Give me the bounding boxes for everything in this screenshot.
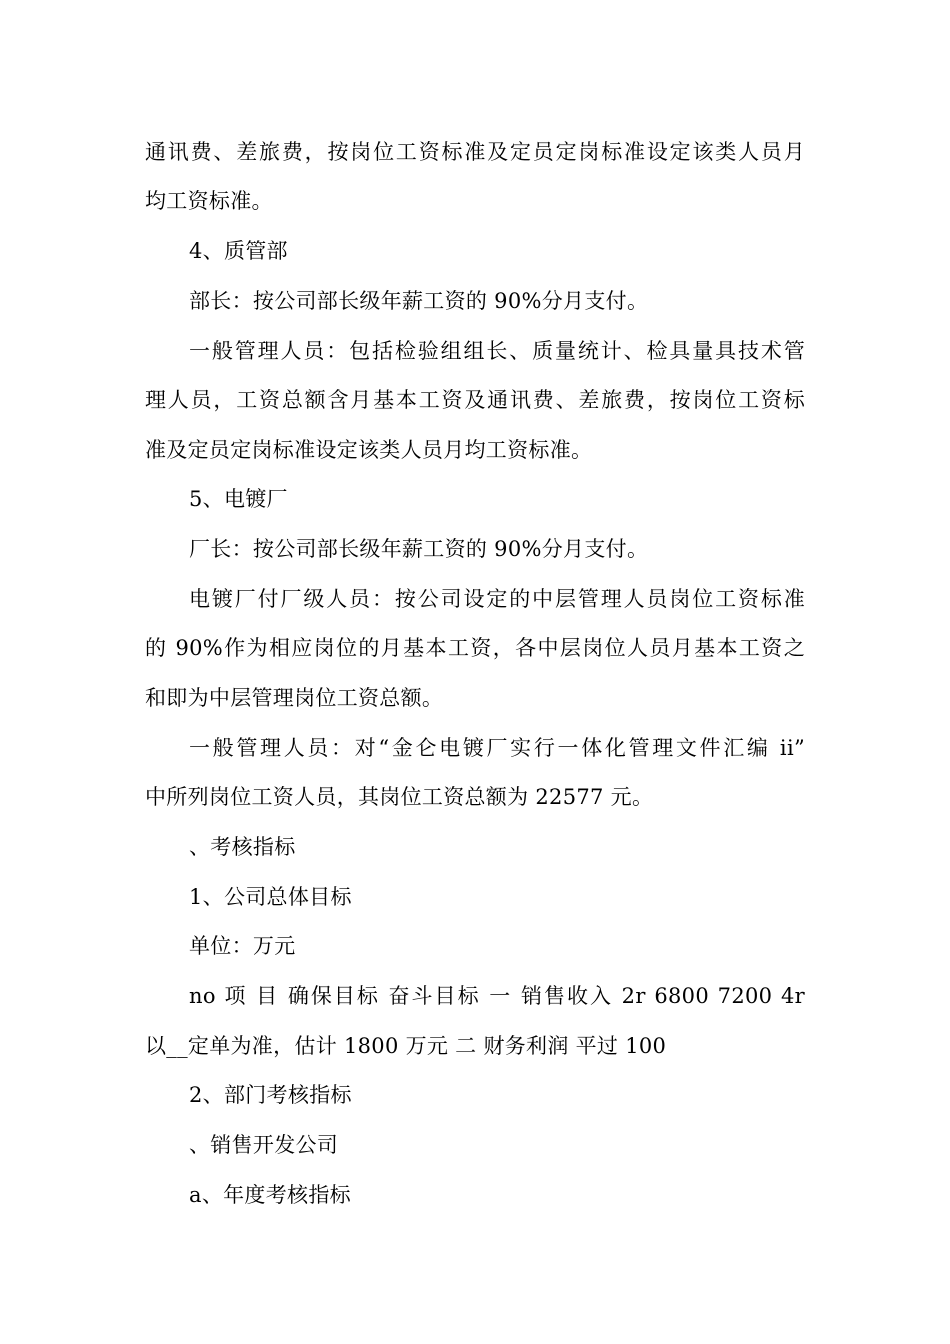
paragraph-line: 的 90%作为相应岗位的月基本工资，各中层岗位人员月基本工资之 xyxy=(145,636,805,660)
paragraph-line: 单位：万元 xyxy=(189,934,296,958)
paragraph-line: 一般管理人员：包括检验组组长、质量统计、检具量具技术管 xyxy=(189,339,805,363)
section-heading: 4、质管部 xyxy=(189,239,288,263)
section-heading: 1、公司总体目标 xyxy=(189,885,352,909)
section-heading: 、考核指标 xyxy=(189,835,296,859)
paragraph-line: 和即为中层管理岗位工资总额。 xyxy=(145,686,444,710)
paragraph-line: 一般管理人员：对“金仑电镀厂实行一体化管理文件汇编 ii” xyxy=(189,736,805,760)
paragraph-line: 理人员，工资总额含月基本工资及通讯费、差旅费，按岗位工资标 xyxy=(145,388,805,412)
paragraph-line: 部长：按公司部长级年薪工资的 90%分月支付。 xyxy=(189,289,649,313)
paragraph-line: no 项 目 确保目标 奋斗目标 一 销售收入 2r 6800 7200 4r xyxy=(189,984,805,1008)
section-heading: 、销售开发公司 xyxy=(189,1133,339,1157)
paragraph-line: 以__定单为准，估计 1800 万元 二 财务利润 平过 100 xyxy=(145,1034,667,1058)
section-heading: a、年度考核指标 xyxy=(189,1183,351,1207)
paragraph-line: 均工资标准。 xyxy=(145,189,273,213)
paragraph-line: 中所列岗位工资人员，其岗位工资总额为 22577 元。 xyxy=(145,785,654,809)
paragraph-line: 电镀厂付厂级人员：按公司设定的中层管理人员岗位工资标准 xyxy=(189,587,805,611)
paragraph-line: 通讯费、差旅费，按岗位工资标准及定员定岗标准设定该类人员月 xyxy=(145,140,805,164)
paragraph-line: 准及定员定岗标准设定该类人员月均工资标准。 xyxy=(145,438,593,462)
section-heading: 5、电镀厂 xyxy=(189,487,288,511)
paragraph-line: 厂长：按公司部长级年薪工资的 90%分月支付。 xyxy=(189,537,649,561)
section-heading: 2、部门考核指标 xyxy=(189,1083,352,1107)
